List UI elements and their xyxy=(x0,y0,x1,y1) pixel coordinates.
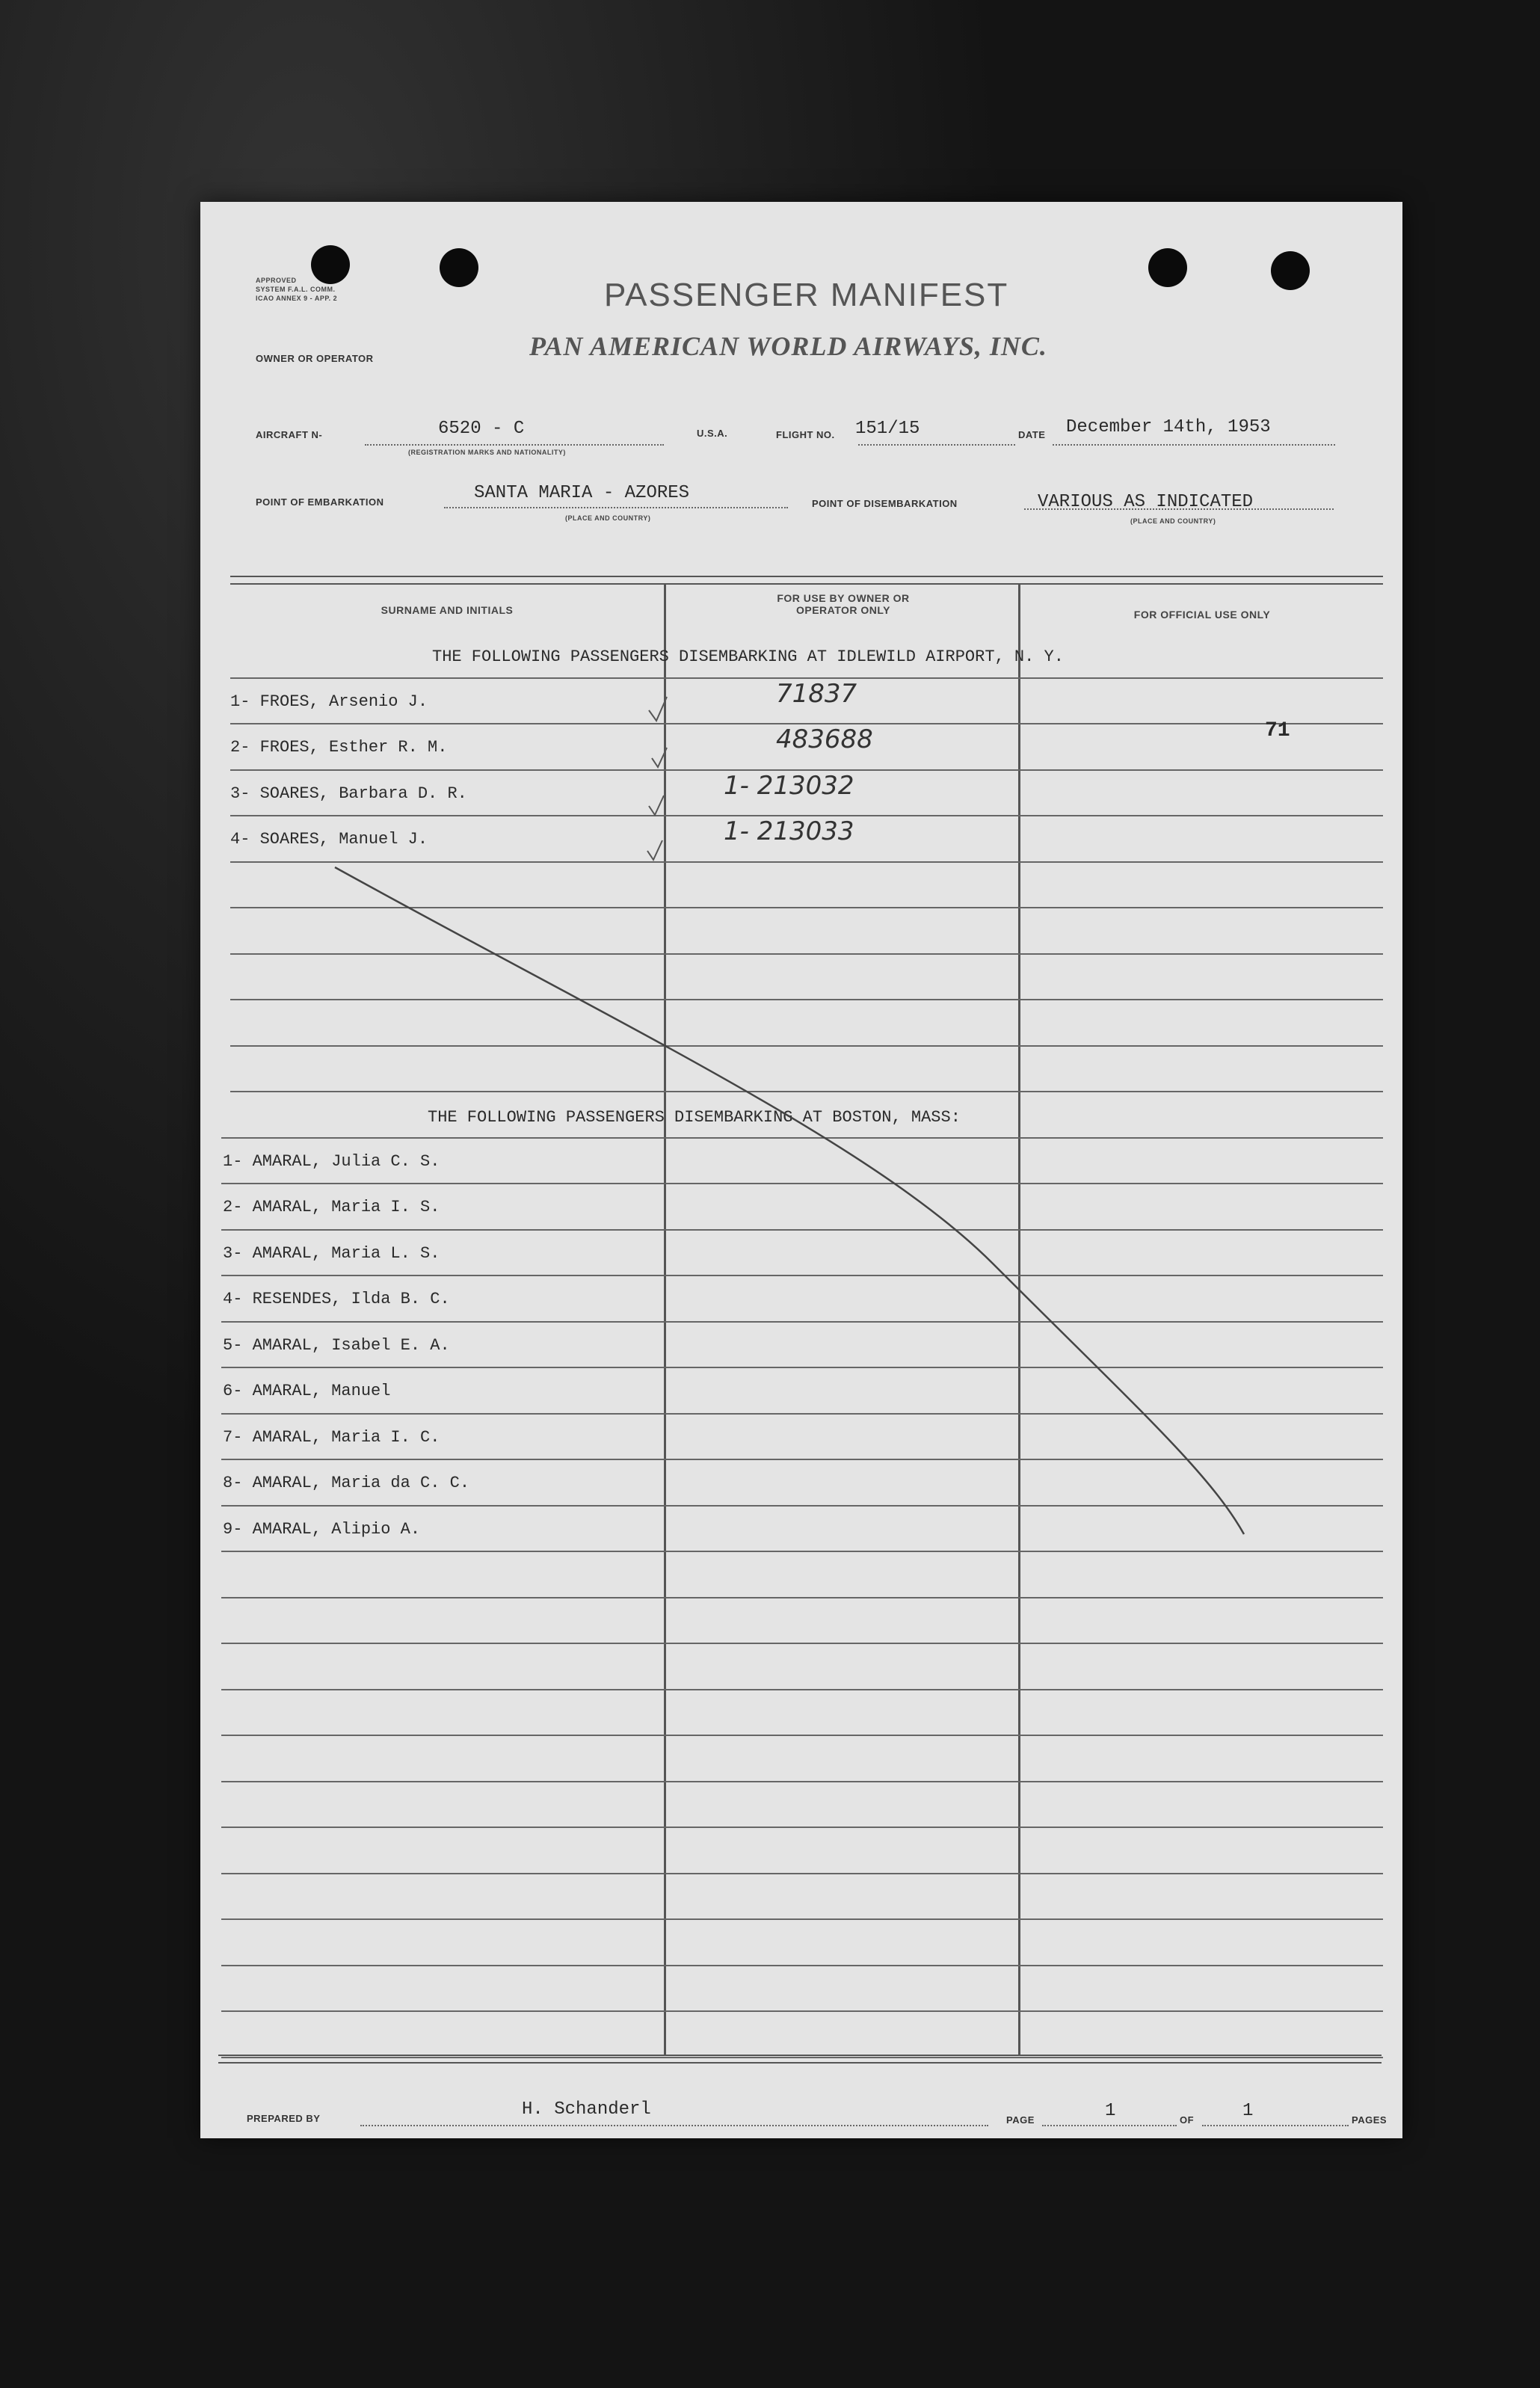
disembark-label: POINT OF DISEMBARKATION xyxy=(812,498,958,509)
section-heading-boston: THE FOLLOWING PASSENGERS DISEMBARKING AT BOSTON, MASS: xyxy=(428,1108,961,1127)
passenger-name: 4- SOARES, Manuel J. xyxy=(230,830,428,849)
of-label: OF xyxy=(1180,2114,1195,2126)
embark-value: SANTA MARIA - AZORES xyxy=(474,483,690,503)
passenger-name: 9- AMARAL, Alipio A. xyxy=(223,1520,421,1539)
owner-label: OWNER OR OPERATOR xyxy=(256,353,374,364)
disembark-sub: (PLACE AND COUNTRY) xyxy=(1130,517,1216,525)
date-value: December 14th, 1953 xyxy=(1066,417,1271,437)
owner-handwritten-number: 1- 213033 xyxy=(724,816,854,846)
section-heading-idlewild: THE FOLLOWING PASSENGERS DISEMBARKING AT IDLEWILD AIRPORT, N. Y. xyxy=(432,647,1064,666)
passenger-name: 7- AMARAL, Maria I. C. xyxy=(223,1428,440,1447)
passenger-name: 2- AMARAL, Maria I. S. xyxy=(223,1198,440,1216)
manifest-sheet xyxy=(200,202,1402,2138)
page-number: 1 xyxy=(1105,2101,1116,2121)
owner-handwritten-number: 1- 213032 xyxy=(724,771,854,801)
usa-label: U.S.A. xyxy=(697,428,728,439)
prepared-line xyxy=(360,2125,988,2126)
pages-label: PAGES xyxy=(1352,2114,1387,2126)
passenger-name: 5- AMARAL, Isabel E. A. xyxy=(223,1336,450,1355)
passenger-name: 3- AMARAL, Maria L. S. xyxy=(223,1244,440,1263)
approval-line: SYSTEM F.A.L. COMM. xyxy=(256,286,336,293)
aircraft-value: 6520 - C xyxy=(438,419,525,439)
embark-label: POINT OF EMBARKATION xyxy=(256,496,384,508)
aircraft-sub: (REGISTRATION MARKS AND NATIONALITY) xyxy=(408,449,566,456)
passenger-name: 4- RESENDES, Ilda B. C. xyxy=(223,1290,450,1308)
flight-label: FLIGHT NO. xyxy=(776,429,835,440)
pages-line xyxy=(1202,2125,1349,2126)
flight-value: 151/15 xyxy=(855,419,920,439)
table-bottom-rule xyxy=(218,2062,1382,2064)
table-bottom-rule xyxy=(218,2055,1382,2056)
owner-handwritten-number: 71837 xyxy=(776,679,857,709)
page-title: PASSENGER MANIFEST xyxy=(604,277,1009,313)
column-header-owner: FOR USE BY OWNER OR OPERATOR ONLY xyxy=(777,592,910,616)
approval-line: APPROVED xyxy=(256,277,297,284)
prepared-by: H. Schanderl xyxy=(522,2099,651,2120)
page-line xyxy=(1042,2125,1177,2126)
embark-sub: (PLACE AND COUNTRY) xyxy=(565,514,651,522)
passenger-name: 1- FROES, Arsenio J. xyxy=(230,692,428,711)
column-header-surname: SURNAME AND INITIALS xyxy=(381,604,514,616)
prepared-label: PREPARED BY xyxy=(247,2113,321,2124)
passenger-name: 3- SOARES, Barbara D. R. xyxy=(230,784,467,803)
passenger-name: 1- AMARAL, Julia C. S. xyxy=(223,1152,440,1171)
disembark-value: VARIOUS AS INDICATED xyxy=(1038,492,1254,512)
page-total: 1 xyxy=(1242,2101,1254,2121)
approval-line: ICAO ANNEX 9 - APP. 2 xyxy=(256,295,338,302)
passenger-name: 2- FROES, Esther R. M. xyxy=(230,738,448,757)
owner-handwritten-number: 483688 xyxy=(776,724,873,754)
aircraft-label: AIRCRAFT N- xyxy=(256,429,323,440)
page-label: PAGE xyxy=(1006,2114,1035,2126)
airline-name: PAN AMERICAN WORLD AIRWAYS, INC. xyxy=(529,331,1047,361)
cross-out-stroke xyxy=(200,202,1402,2138)
passenger-name: 8- AMARAL, Maria da C. C. xyxy=(223,1474,470,1492)
passenger-name: 6- AMARAL, Manuel xyxy=(223,1382,391,1400)
column-header-official: FOR OFFICIAL USE ONLY xyxy=(1133,609,1271,621)
date-label: DATE xyxy=(1018,429,1046,440)
official-note: 71 xyxy=(1265,719,1290,742)
